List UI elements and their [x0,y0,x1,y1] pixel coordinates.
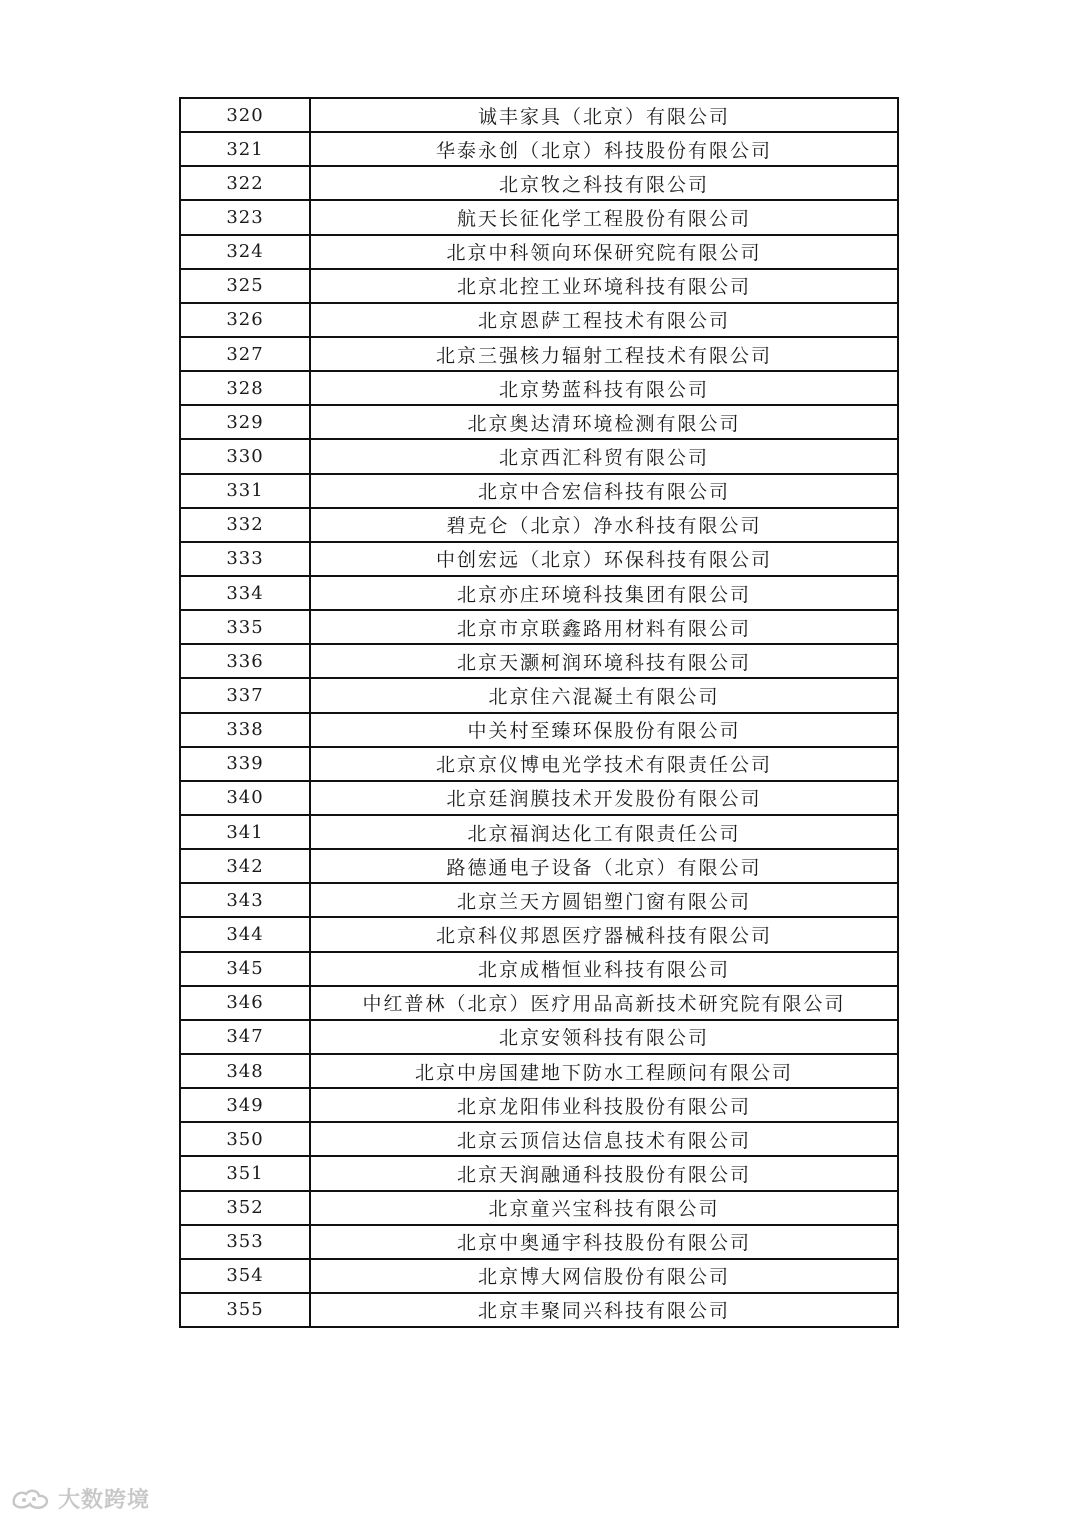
table-row [180,132,898,166]
row-number: 335 [180,610,310,644]
table-row [180,747,898,781]
row-number: 345 [180,952,310,986]
row-number: 322 [180,166,310,200]
table-row [180,474,898,508]
table-row [180,269,898,303]
row-number: 338 [180,713,310,747]
company-name: 中红普林（北京）医疗用品高新技术研究院有限公司 [310,986,898,1020]
table-row [180,1122,898,1156]
company-name: 北京龙阳伟业科技股份有限公司 [310,1088,898,1122]
company-name: 北京恩萨工程技术有限公司 [310,303,898,337]
row-number: 352 [180,1191,310,1225]
row-number: 320 [180,98,310,132]
row-number: 329 [180,405,310,439]
company-name: 北京北控工业环境科技有限公司 [310,269,898,303]
table-row [180,610,898,644]
row-number: 340 [180,781,310,815]
table-row [180,815,898,849]
table-row [180,405,898,439]
company-name: 北京天灏柯润环境科技有限公司 [310,644,898,678]
company-name: 北京中房国建地下防水工程顾问有限公司 [310,1054,898,1088]
table-row [180,303,898,337]
table-row [180,235,898,269]
company-name: 碧克仑（北京）净水科技有限公司 [310,508,898,542]
table-row [180,1293,898,1327]
company-name: 北京丰聚同兴科技有限公司 [310,1293,898,1327]
company-name: 中关村至臻环保股份有限公司 [310,713,898,747]
table-row [180,371,898,405]
watermark [10,1483,150,1514]
company-name: 华泰永创（北京）科技股份有限公司 [310,132,898,166]
company-name: 北京成楷恒业科技有限公司 [310,952,898,986]
row-number: 332 [180,508,310,542]
row-number: 331 [180,474,310,508]
table-row [180,849,898,883]
row-number: 344 [180,917,310,951]
company-name: 北京市京联鑫路用材料有限公司 [310,610,898,644]
table-row [180,337,898,371]
row-number: 328 [180,371,310,405]
company-name: 诚丰家具（北京）有限公司 [310,98,898,132]
company-name: 北京中科领向环保研究院有限公司 [310,235,898,269]
table-row [180,1191,898,1225]
table-row [180,166,898,200]
row-number: 341 [180,815,310,849]
company-name: 北京亦庄环境科技集团有限公司 [310,576,898,610]
company-name: 北京童兴宝科技有限公司 [310,1191,898,1225]
table-body [180,98,898,1327]
company-name: 航天长征化学工程股份有限公司 [310,200,898,234]
row-number: 355 [180,1293,310,1327]
company-name: 北京中合宏信科技有限公司 [310,474,898,508]
row-number: 350 [180,1122,310,1156]
table-row [180,576,898,610]
row-number: 324 [180,235,310,269]
row-number: 334 [180,576,310,610]
company-name: 北京牧之科技有限公司 [310,166,898,200]
row-number: 342 [180,849,310,883]
row-number: 343 [180,883,310,917]
company-name: 中创宏远（北京）环保科技有限公司 [310,542,898,576]
table-row [180,200,898,234]
company-name: 北京兰天方圆铝塑门窗有限公司 [310,883,898,917]
table-row [180,986,898,1020]
row-number: 339 [180,747,310,781]
table-row [180,508,898,542]
watermark-text: 大数跨境 [58,1488,151,1513]
table-row [180,1088,898,1122]
row-number: 348 [180,1054,310,1088]
row-number: 323 [180,200,310,234]
company-name: 北京廷润膜技术开发股份有限公司 [310,781,898,815]
company-name: 北京势蓝科技有限公司 [310,371,898,405]
company-name: 北京奥达清环境检测有限公司 [310,405,898,439]
row-number: 321 [180,132,310,166]
company-name: 北京博大网信股份有限公司 [310,1259,898,1293]
table-row [180,439,898,473]
table-row [180,1225,898,1259]
company-name: 北京西汇科贸有限公司 [310,439,898,473]
company-name: 北京云顶信达信息技术有限公司 [310,1122,898,1156]
row-number: 347 [180,1020,310,1054]
table-row [180,1054,898,1088]
company-name: 北京福润达化工有限责任公司 [310,815,898,849]
row-number: 330 [180,439,310,473]
row-number: 349 [180,1088,310,1122]
row-number: 333 [180,542,310,576]
row-number: 353 [180,1225,310,1259]
row-number: 346 [180,986,310,1020]
table-row [180,1259,898,1293]
table-row [180,1020,898,1054]
row-number: 337 [180,678,310,712]
row-number: 336 [180,644,310,678]
table-row [180,883,898,917]
row-number: 354 [180,1259,310,1293]
company-name: 北京科仪邦恩医疗器械科技有限公司 [310,917,898,951]
logo-icon [10,1486,52,1512]
table-row [180,1156,898,1190]
table-row [180,713,898,747]
table-row [180,917,898,951]
table-row [180,542,898,576]
company-name: 路德通电子设备（北京）有限公司 [310,849,898,883]
company-name: 北京天润融通科技股份有限公司 [310,1156,898,1190]
table-row [180,98,898,132]
company-name: 北京安领科技有限公司 [310,1020,898,1054]
row-number: 325 [180,269,310,303]
row-number: 327 [180,337,310,371]
table-row [180,952,898,986]
table-row [180,644,898,678]
row-number: 351 [180,1156,310,1190]
company-name: 北京中奥通宇科技股份有限公司 [310,1225,898,1259]
company-name: 北京住六混凝土有限公司 [310,678,898,712]
table-row [180,678,898,712]
row-number: 326 [180,303,310,337]
company-name: 北京三强核力辐射工程技术有限公司 [310,337,898,371]
company-name: 北京京仪博电光学技术有限责任公司 [310,747,898,781]
company-table [179,97,899,1328]
table-row [180,781,898,815]
